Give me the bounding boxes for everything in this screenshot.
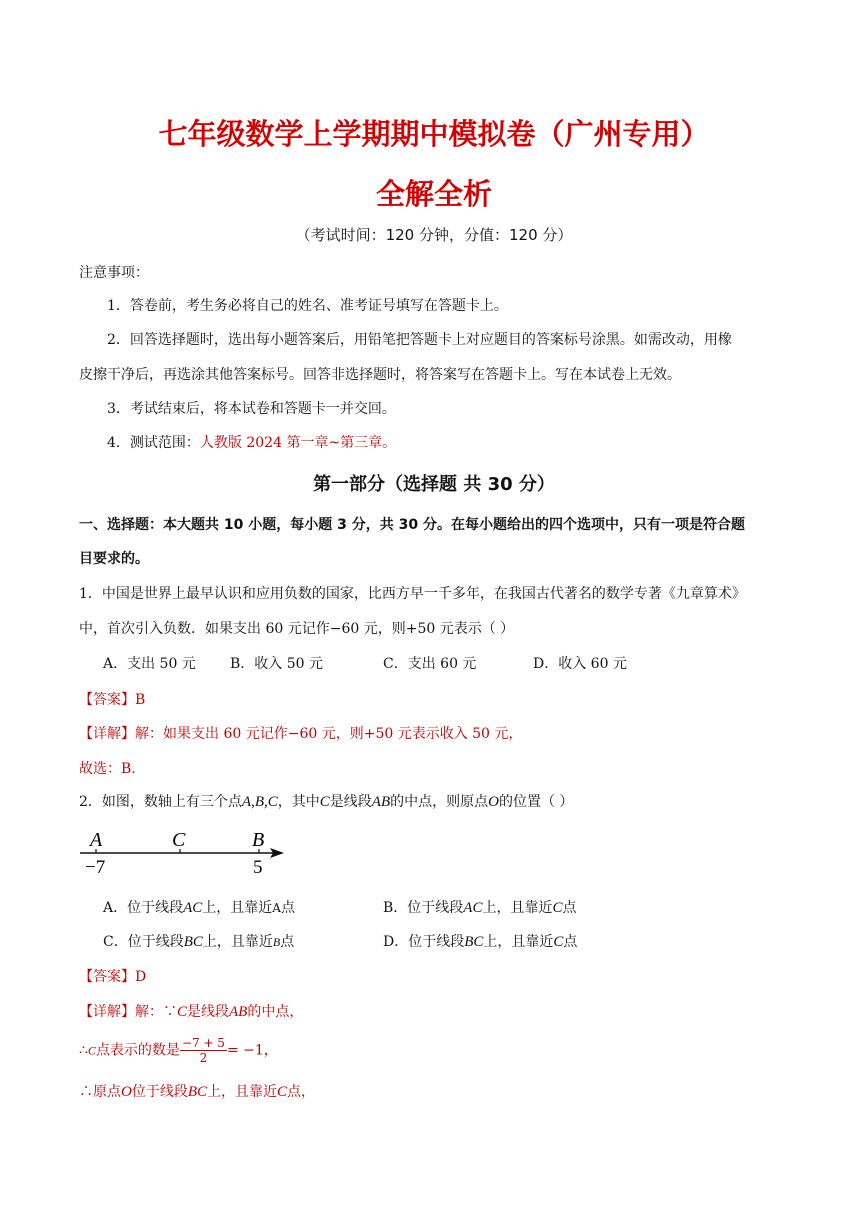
number-line-diagram [76, 826, 296, 878]
q2-stem-origin: O [488, 794, 499, 810]
note-3: 3．考试结束后，将本试卷和答题卡一并交回。 [107, 401, 396, 417]
q2-option-d: D．位于线段BC上，且靠近C点 [383, 934, 578, 950]
q1-answer [79, 689, 145, 709]
q1-detail-text: 解：如果支出 60 元记作−60 元，则+50 元表示收入 50 元， [135, 726, 523, 742]
q2-option-b: B．位于线段AC上，且靠近C点 [383, 900, 577, 916]
exam-info: （考试时间：120 分钟，分值：120 分） [295, 226, 573, 244]
q2-detail: 【详解】解：∵C是线段AB的中点， [79, 1004, 304, 1020]
q2-option-c: C．位于线段BC上，且靠近B点 [103, 934, 295, 950]
notes-heading: 注意事项： [79, 265, 149, 281]
point-label-c: C [172, 829, 186, 851]
q1-answer-value: B [135, 692, 146, 708]
note-2-line1: 2．回答选择题时，选出每小题答案后，用铅笔把答题卡上对应题目的答案标号涂黑。如需改动，用橡 [107, 332, 732, 348]
q2-detail-label: 【详解】 [79, 1004, 135, 1020]
page-subtitle: 全解全析 [375, 177, 492, 211]
note-4-value: 人教版 2024 第一章~第三章。 [199, 435, 397, 451]
q2-stem-text: 的中点，则原点 [390, 794, 489, 810]
q1-option-d: D．收入 60 元 [533, 656, 627, 672]
tick-value-a: −7 [85, 857, 106, 878]
q2-stem-text: 的位置（ ） [498, 794, 574, 810]
q2-answer-value: D [135, 969, 147, 985]
q2-stem-point-c: C [319, 794, 330, 810]
q1-stem-line2: 中，首次引入负数．如果支出 60 元记作−60 元，则+50 元表示（ ） [79, 621, 515, 637]
q1-answer-label: 【答案】 [79, 692, 135, 708]
fraction-denominator: 2 [199, 1051, 208, 1065]
q2-step-2: ∴C点表示的数是 $\frac{-7 + 5}{2}$ = −1， [79, 1036, 278, 1065]
page-title: 七年级数学上学期期中模拟卷（广州专用） [158, 117, 710, 151]
q1-option-b: B．收入 50 元 [230, 656, 324, 672]
q1-detail-label: 【详解】 [79, 726, 135, 742]
q2-answer [79, 966, 146, 986]
q1-detail [79, 723, 522, 743]
q2-stem-segment: AB [371, 794, 391, 810]
q2-stem-text: 是线段 [329, 794, 372, 810]
section1-line2: 目要求的。 [79, 551, 149, 567]
q2-answer-label: 【答案】 [79, 969, 135, 985]
fraction-numerator: −7 + 5 [181, 1036, 225, 1050]
q2-stem-text: 2．如图，数轴上有三个点 [79, 794, 242, 810]
q2-step-3: ∴原点O位于线段BC上，且靠近C点， [79, 1084, 316, 1100]
q2-option-a: A．位于线段AC上，且靠近A点 [103, 900, 295, 916]
point-label-b: B [252, 829, 265, 851]
q2-stem-points: A,B,C [241, 794, 278, 810]
note-1: 1．答卷前，考生务必将自己的姓名、准考证号填写在答题卡上。 [107, 298, 508, 314]
note-2-line2: 皮擦干净后，再选涂其他答案标号。回答非选择题时，将答案写在答题卡上。写在本试卷上无效。 [79, 367, 681, 383]
q2-stem [79, 791, 573, 811]
q1-option-c: C．支出 60 元 [383, 656, 477, 672]
note-4 [107, 432, 396, 452]
q2-stem-text: ，其中 [277, 794, 320, 810]
q1-option-a: A．支出 50 元 [103, 656, 196, 672]
tick-value-b: 5 [253, 857, 263, 878]
q1-stem-line1: 1．中国是世界上最早认识和应用负数的国家，比西方早一千多年，在我国古代著名的数学专著《九章算术》 [79, 586, 746, 602]
point-label-a: A [90, 829, 103, 851]
section1-line1: 一、选择题：本大题共 10 小题，每小题 3 分，共 30 分。在每小题给出的四个选项中，只有一项是符合题 [79, 517, 745, 533]
midpoint-fraction [180, 1036, 227, 1065]
note-4-label: 4．测试范围： [107, 435, 200, 451]
q1-conclusion: 故选：B. [79, 761, 136, 777]
part1-heading: 第一部分（选择题 共 30 分） [313, 474, 555, 495]
